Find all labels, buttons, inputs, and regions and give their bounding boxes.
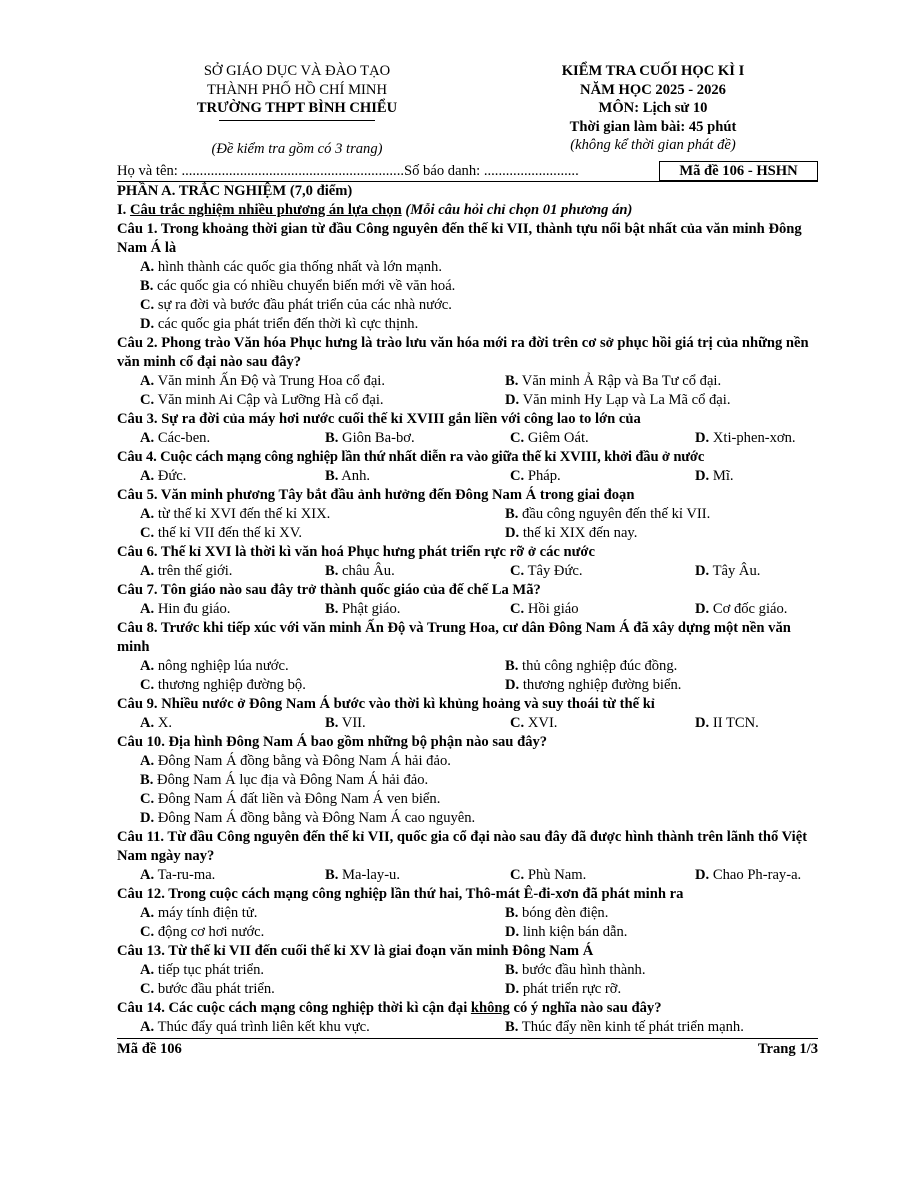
question-10: Câu 10. Địa hình Đông Nam Á bao gồm những bộ phận nào sau đây? (117, 734, 548, 750)
q9-option-c[interactable] (510, 714, 695, 733)
option-text: Cơ đốc giáo. (712, 601, 788, 617)
option-label-b: B. (140, 772, 154, 788)
option-text: Thúc đẩy nền kinh tế phát triển mạnh. (521, 1019, 744, 1035)
option-text: sự ra đời và bước đầu phát triển của các nhà nước. (157, 297, 452, 313)
question-3: Câu 3. Sự ra đời của máy hơi nước cuối thế kỉ XVIII gắn liền với công lao to lớn của (117, 411, 641, 427)
q11-options (117, 866, 818, 885)
student-id-field[interactable]: Số báo danh: .......................... (404, 163, 579, 179)
duration: Thời gian làm bài: 45 phút (569, 118, 737, 135)
option-text: các quốc gia phát triển đến thời kì cực thịnh. (157, 316, 419, 332)
option-label-b: B. (505, 373, 519, 389)
option-label-c: C. (510, 867, 525, 883)
option-text: X. (157, 715, 173, 731)
q13-option-c[interactable] (140, 980, 505, 999)
q3-option-c[interactable] (510, 429, 695, 448)
option-label-d: D. (505, 392, 520, 408)
option-text: Văn minh Ai Cập và Lưỡng Hà cổ đại. (157, 392, 384, 408)
q7-option-b[interactable] (325, 600, 510, 619)
q8-options-row-1 (117, 657, 818, 676)
dept-line-1: SỞ GIÁO DỤC VÀ ĐÀO TẠO (203, 63, 391, 79)
option-label-d: D. (505, 924, 520, 940)
option-text: Giôn Ba-bơ. (342, 430, 415, 446)
q9-option-d[interactable] (695, 714, 815, 733)
q1-option-a[interactable] (117, 258, 818, 277)
option-text: thủ công nghiệp đúc đồng. (522, 658, 678, 674)
option-text: Đông Nam Á đồng bằng và Đông Nam Á cao nguyên. (157, 810, 476, 826)
q9-options (117, 714, 818, 733)
option-text: hình thành các quốc gia thống nhất và lớn mạnh. (157, 259, 442, 275)
option-label-a: A. (140, 905, 155, 921)
option-text: Văn minh Ả Rập và Ba Tư cổ đại. (521, 373, 722, 389)
q8-options-row-2 (117, 676, 818, 695)
q12-option-d[interactable] (505, 923, 818, 942)
option-text: Anh. (341, 468, 371, 484)
option-label-a: A. (140, 601, 155, 617)
footer-page-number: Trang 1/3 (757, 1041, 818, 1057)
option-text: châu Âu. (342, 563, 395, 579)
q14-text-after: có ý nghĩa nào sau đây? (509, 1000, 662, 1016)
q6-option-a[interactable] (140, 562, 325, 581)
option-text: Văn minh Ấn Độ và Trung Hoa cổ đại. (157, 373, 385, 389)
q12-options-row-1 (117, 904, 818, 923)
section-1-prefix: I. (117, 202, 130, 218)
q6-option-b[interactable] (325, 562, 510, 581)
q5-option-d[interactable] (505, 524, 818, 543)
option-text: XVI. (527, 715, 558, 731)
q2-option-d[interactable] (505, 391, 818, 410)
option-label-c: C. (510, 430, 525, 446)
q2-options-row-1 (117, 372, 818, 391)
option-label-b: B. (325, 715, 339, 731)
question-5: Câu 5. Văn minh phương Tây bắt đầu ảnh hưởng đến Đông Nam Á trong giai đoạn (117, 487, 635, 503)
option-text: Đông Nam Á đất liền và Đông Nam Á ven biển. (157, 791, 441, 807)
option-label-c: C. (510, 468, 525, 484)
option-text: phát triển rực rỡ. (522, 981, 622, 997)
option-text: các quốc gia có nhiều chuyển biến mới về văn hoá. (157, 278, 456, 294)
option-text: thương nghiệp đường biển. (522, 677, 682, 693)
option-text: máy tính điện tử. (157, 905, 258, 921)
option-text: bước đầu hình thành. (522, 962, 646, 978)
option-label-a: A. (140, 430, 155, 446)
exam-header (117, 62, 818, 158)
option-text: VII. (341, 715, 366, 731)
option-text: II TCN. (712, 715, 759, 731)
q5-options-row-1 (117, 505, 818, 524)
q4-option-c[interactable] (510, 467, 695, 486)
option-label-c: C. (510, 715, 525, 731)
option-label-a: A. (140, 753, 155, 769)
q12-option-a[interactable] (140, 904, 505, 923)
option-label-b: B. (505, 905, 519, 921)
q6-option-d[interactable] (695, 562, 815, 581)
option-label-b: B. (325, 563, 339, 579)
option-label-b: B. (505, 1019, 519, 1035)
option-label-d: D. (505, 677, 520, 693)
header-right (488, 62, 818, 158)
q7-option-d[interactable] (695, 600, 815, 619)
option-text: Mĩ. (712, 468, 734, 484)
option-text: từ thế kỉ XVI đến thế kỉ XIX. (157, 506, 331, 522)
q6-option-c[interactable] (510, 562, 695, 581)
q7-option-a[interactable] (140, 600, 325, 619)
option-label-d: D. (695, 867, 710, 883)
q9-option-b[interactable] (325, 714, 510, 733)
q13-option-a[interactable] (140, 961, 505, 980)
q7-option-c[interactable] (510, 600, 695, 619)
option-label-d: D. (695, 468, 710, 484)
q2-option-b[interactable] (505, 372, 818, 391)
option-label-c: C. (140, 791, 155, 807)
student-name-field[interactable]: Họ và tên: ............................................................. (117, 163, 404, 179)
q5-option-c[interactable] (140, 524, 505, 543)
option-label-a: A. (140, 867, 155, 883)
option-text: Ma-lay-u. (342, 867, 400, 883)
question-9: Câu 9. Nhiều nước ở Đông Nam Á bước vào thời kì khủng hoảng và suy thoái từ thế kỉ (117, 696, 655, 712)
q2-options-row-2 (117, 391, 818, 410)
q10-option-b[interactable] (117, 771, 818, 790)
question-11: Câu 11. Từ đầu Công nguyên đến thế kỉ VII, quốc gia cổ đại nào sau đây đã được hình thành trên lãnh thổ Việt Nam ngày nay? (117, 829, 808, 864)
option-text: bước đầu phát triển. (157, 981, 275, 997)
option-label-c: C. (140, 924, 155, 940)
option-text: Giêm Oát. (527, 430, 589, 446)
option-label-b: B. (505, 506, 519, 522)
q5-option-b[interactable] (505, 505, 818, 524)
option-label-d: D. (695, 601, 710, 617)
q8-option-d[interactable] (505, 676, 818, 695)
section-1-name: Câu trắc nghiệm nhiều phương án lựa chọn (129, 202, 402, 218)
q4-options (117, 467, 818, 486)
q8-option-c[interactable] (140, 676, 505, 695)
option-text: trên thế giới. (157, 563, 233, 579)
option-text: Văn minh Hy Lạp và La Mã cổ đại. (522, 392, 731, 408)
option-text: Đức. (157, 468, 187, 484)
q11-option-a[interactable] (140, 866, 325, 885)
q4-option-d[interactable] (695, 467, 815, 486)
section-1-note: (Mỗi câu hỏi chỉ chọn 01 phương án) (401, 202, 633, 218)
option-label-a: A. (140, 373, 155, 389)
option-text: động cơ hơi nước. (157, 924, 265, 940)
option-label-b: B. (325, 430, 339, 446)
q3-options (117, 429, 818, 448)
q8-option-b[interactable] (505, 657, 818, 676)
q5-options-row-2 (117, 524, 818, 543)
q2-option-a[interactable] (140, 372, 505, 391)
question-6: Câu 6. Thế kỉ XVI là thời kì văn hoá Phục hưng phát triển rực rỡ ở các nước (117, 544, 595, 560)
q13-options-row-1 (117, 961, 818, 980)
subject: MÔN: Lịch sử 10 (598, 100, 708, 116)
q14-option-a[interactable] (140, 1018, 505, 1037)
option-label-d: D. (695, 715, 710, 731)
option-label-a: A. (140, 468, 155, 484)
option-text: Hin đu giáo. (157, 601, 231, 617)
student-info-line (117, 161, 818, 181)
option-label-a: A. (140, 563, 155, 579)
option-label-d: D. (695, 430, 710, 446)
q14-text-before: Câu 14. Các cuộc cách mạng công nghiệp thời kì cận đại (117, 1000, 471, 1016)
option-label-b: B. (325, 468, 339, 484)
q12-option-c[interactable] (140, 923, 505, 942)
q10-option-c[interactable] (117, 790, 818, 809)
option-text: Tây Âu. (712, 563, 761, 579)
option-text: Đông Nam Á lục địa và Đông Nam Á hải đảo. (157, 772, 429, 788)
q1-option-d[interactable] (117, 315, 818, 334)
header-left (117, 62, 477, 158)
option-text: Pháp. (527, 468, 561, 484)
q8-option-a[interactable] (140, 657, 505, 676)
question-14 (117, 999, 818, 1018)
exam-code-box: Mã đề 106 - HSHN (659, 161, 818, 181)
option-label-a: A. (140, 962, 155, 978)
q11-option-b[interactable] (325, 866, 510, 885)
question-7: Câu 7. Tôn giáo nào sau đây trở thành quốc giáo của đế chế La Mã? (117, 582, 541, 598)
option-label-c: C. (140, 981, 155, 997)
q10-option-a[interactable] (117, 752, 818, 771)
exam-page (117, 62, 818, 1059)
option-text: Ta-ru-ma. (157, 867, 216, 883)
option-text: Thúc đẩy quá trình liên kết khu vực. (157, 1019, 370, 1035)
question-12: Câu 12. Trong cuộc cách mạng công nghiệp lần thứ hai, Thô-mát Ê-đi-xơn đã phát minh ra (117, 886, 684, 902)
option-text: Các-ben. (157, 430, 211, 446)
q14-option-b[interactable] (505, 1018, 818, 1037)
q14-text-underlined: không (470, 1000, 510, 1016)
option-label-b: B. (325, 601, 339, 617)
option-label-c: C. (140, 677, 155, 693)
option-text: Phật giáo. (342, 601, 401, 617)
question-8: Câu 8. Trước khi tiếp xúc với văn minh Ấn Độ và Trung Hoa, cư dân Đông Nam Á đã xây dựng một nền văn minh (117, 620, 791, 655)
option-label-d: D. (140, 316, 155, 332)
question-4: Câu 4. Cuộc cách mạng công nghiệp lần thứ nhất diễn ra vào giữa thế kỉ XVIII, khởi đầu ở nước (117, 449, 705, 465)
question-2: Câu 2. Phong trào Văn hóa Phục hưng là trào lưu văn hóa mới ra đời trên cơ sở phục hồi giá trị của những nền văn minh cổ đại nào sau đây? (117, 335, 809, 370)
exam-title: KIỂM TRA CUỐI HỌC KÌ I (561, 63, 745, 79)
option-label-d: D. (505, 525, 520, 541)
option-text: Xti-phen-xơn. (712, 430, 796, 446)
section-1-title (117, 201, 818, 220)
option-text: bóng đèn điện. (522, 905, 609, 921)
q6-options (117, 562, 818, 581)
option-label-c: C. (140, 297, 155, 313)
option-label-d: D. (505, 981, 520, 997)
page-footer (117, 1038, 818, 1059)
part-a-title: PHẦN A. TRẮC NGHIỆM (7,0 điểm) (117, 183, 353, 199)
q7-options (117, 600, 818, 619)
q5-option-a[interactable] (140, 505, 505, 524)
option-label-a: A. (140, 259, 155, 275)
option-text: linh kiện bán dẫn. (522, 924, 628, 940)
q12-options-row-2 (117, 923, 818, 942)
q14-options-row-1 (117, 1018, 818, 1037)
q12-option-b[interactable] (505, 904, 818, 923)
q13-option-b[interactable] (505, 961, 818, 980)
option-label-d: D. (695, 563, 710, 579)
option-label-a: A. (140, 1019, 155, 1035)
option-label-a: A. (140, 506, 155, 522)
option-label-c: C. (510, 601, 525, 617)
option-text: Tây Đức. (527, 563, 583, 579)
question-1: Câu 1. Trong khoảng thời gian từ đầu Công nguyên đến thế kỉ VII, thành tựu nổi bật nhất của văn minh Đông Nam Á là (117, 221, 802, 256)
q4-option-b[interactable] (325, 467, 510, 486)
option-label-a: A. (140, 658, 155, 674)
duration-note: (không kể thời gian phát đề) (570, 137, 736, 153)
footer-exam-code: Mã đề 106 (117, 1041, 182, 1057)
q1-option-c[interactable] (117, 296, 818, 315)
q3-option-b[interactable] (325, 429, 510, 448)
option-text: Phù Nam. (527, 867, 587, 883)
q3-option-a[interactable] (140, 429, 325, 448)
option-label-b: B. (140, 278, 154, 294)
q10-option-d[interactable] (117, 809, 818, 828)
option-label-c: C. (140, 525, 155, 541)
option-text: Hồi giáo (527, 601, 579, 617)
q1-option-b[interactable] (117, 277, 818, 296)
option-text: thế kỉ VII đến thế kỉ XV. (157, 525, 303, 541)
q4-option-a[interactable] (140, 467, 325, 486)
option-label-b: B. (505, 658, 519, 674)
dept-line-2: THÀNH PHỐ HỒ CHÍ MINH (207, 81, 387, 98)
option-label-b: B. (505, 962, 519, 978)
question-13: Câu 13. Từ thế kỉ VII đến cuối thế kỉ XV là giai đoạn văn minh Đông Nam Á (117, 943, 594, 959)
pages-note: (Đề kiểm tra gồm có 3 trang) (211, 140, 383, 157)
q13-option-d[interactable] (505, 980, 818, 999)
option-text: thế kỉ XIX đến nay. (522, 525, 638, 541)
option-label-c: C. (140, 392, 155, 408)
option-text: nông nghiệp lúa nước. (157, 658, 289, 674)
q13-options-row-2 (117, 980, 818, 999)
option-label-c: C. (510, 563, 525, 579)
option-label-a: A. (140, 715, 155, 731)
option-label-d: D. (140, 810, 155, 826)
option-text: Chao Ph-ray-a. (712, 867, 802, 883)
q11-option-c[interactable] (510, 866, 695, 885)
option-text: Đông Nam Á đồng bằng và Đông Nam Á hải đảo. (157, 753, 451, 769)
q9-option-a[interactable] (140, 714, 325, 733)
q11-option-d[interactable] (695, 866, 815, 885)
q2-option-c[interactable] (140, 391, 505, 410)
option-label-b: B. (325, 867, 339, 883)
school-name: TRƯỜNG THPT BÌNH CHIỂU (196, 100, 398, 116)
q3-option-d[interactable] (695, 429, 815, 448)
option-text: tiếp tục phát triển. (157, 962, 265, 978)
option-text: đầu công nguyên đến thế kỉ VII. (522, 506, 711, 522)
option-text: thương nghiệp đường bộ. (157, 677, 306, 693)
school-year: NĂM HỌC 2025 - 2026 (580, 81, 726, 98)
